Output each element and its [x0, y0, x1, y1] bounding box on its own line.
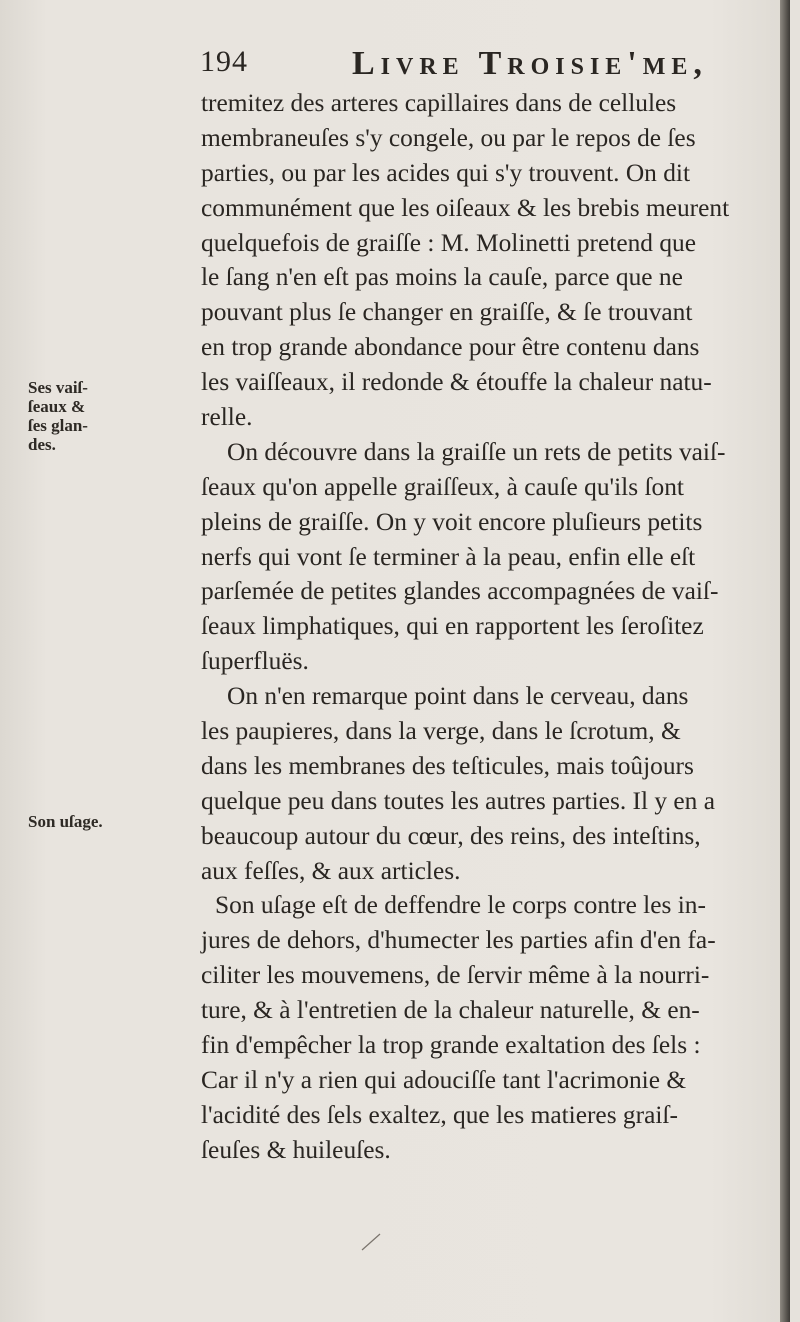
text-line: On n'en remarque point dans le cerveau, dans	[227, 682, 689, 711]
text-line: relle.	[201, 403, 253, 432]
text-line: Car il n'y a rien qui adouciſſe tant l'acrimonie &	[201, 1065, 687, 1094]
text-line: beaucoup autour du cœur, des reins, des inteſtins,	[201, 821, 701, 850]
margin-note-line: des.	[28, 435, 56, 454]
text-line: Son uſage eſt de deffendre le corps contre les in-	[215, 891, 706, 920]
text-line: dans les membranes des teſticules, mais toûjours	[201, 751, 694, 780]
text-line: jures de dehors, d'humecter les parties afin d'en fa-	[201, 926, 716, 955]
text-line: On découvre dans la graiſſe un rets de petits vaiſ-	[227, 437, 726, 466]
margin-note-line: Son uſage.	[28, 812, 103, 831]
text-line: parties, ou par les acides qui s'y trouvent. On dit	[201, 158, 691, 187]
text-line: aux feſſes, & aux articles.	[201, 856, 461, 885]
text-line: ture, & à l'entretien de la chaleur naturelle, & en-	[201, 996, 700, 1025]
body-text	[201, 86, 766, 1168]
text-line: en trop grande abondance pour être contenu dans	[201, 333, 700, 362]
text-line: les vaiſſeaux, il redonde & étouffe la chaleur natu-	[201, 368, 712, 397]
text-line: pleins de graiſſe. On y voit encore pluſieurs petits	[201, 507, 703, 536]
margin-note-line: ſeaux &	[28, 397, 86, 416]
text-line: ſuperfluës.	[201, 647, 309, 676]
text-line: communément que les oiſeaux & les brebis meurent	[201, 193, 730, 222]
text-line: pouvant plus ſe changer en graiſſe, & ſe trouvant	[201, 298, 693, 327]
text-line: l'acidité des ſels exaltez, que les matieres graiſ-	[201, 1100, 678, 1129]
text-line: tremitez des arteres capillaires dans de cellules	[201, 89, 677, 117]
page-edge	[780, 0, 790, 1322]
running-title: Livre Troisie'me,	[352, 45, 708, 82]
text-line: membraneuſes s'y congele, ou par le repos de ſes	[201, 123, 696, 152]
margin-note-line: Ses vaiſ-	[28, 378, 88, 397]
page-header	[200, 45, 720, 89]
text-line: les paupieres, dans la verge, dans le ſcrotum, &	[201, 717, 681, 746]
text-line: ſeuſes & huileuſes.	[201, 1135, 391, 1164]
page-number: 194	[200, 45, 248, 78]
text-line: ciliter les mouvemens, de ſervir même à la nourri-	[201, 961, 710, 990]
pencil-mark-decoration	[360, 1230, 384, 1254]
text-line: quelquefois de graiſſe : M. Molinetti pretend que	[201, 228, 696, 257]
text-line: quelque peu dans toutes les autres parties. Il y en a	[201, 786, 715, 815]
margin-note-line: ſes glan-	[28, 416, 88, 435]
margin-note-usage	[28, 812, 188, 831]
text-line: le ſang n'en eſt pas moins la cauſe, parce que ne	[201, 263, 683, 292]
text-line: ſeaux qu'on appelle graiſſeux, à cauſe qu'ils ſont	[201, 472, 684, 501]
text-line: ſeaux limphatiques, qui en rapportent les ſeroſitez	[201, 612, 704, 641]
text-line: fin d'empêcher la trop grande exaltation des ſels :	[201, 1031, 701, 1060]
text-line: parſemée de petites glandes accompagnées de vaiſ-	[201, 577, 719, 606]
text-line: nerfs qui vont ſe terminer à la peau, enfin elle eſt	[201, 542, 696, 571]
margin-note-vessels-glands	[28, 378, 188, 454]
